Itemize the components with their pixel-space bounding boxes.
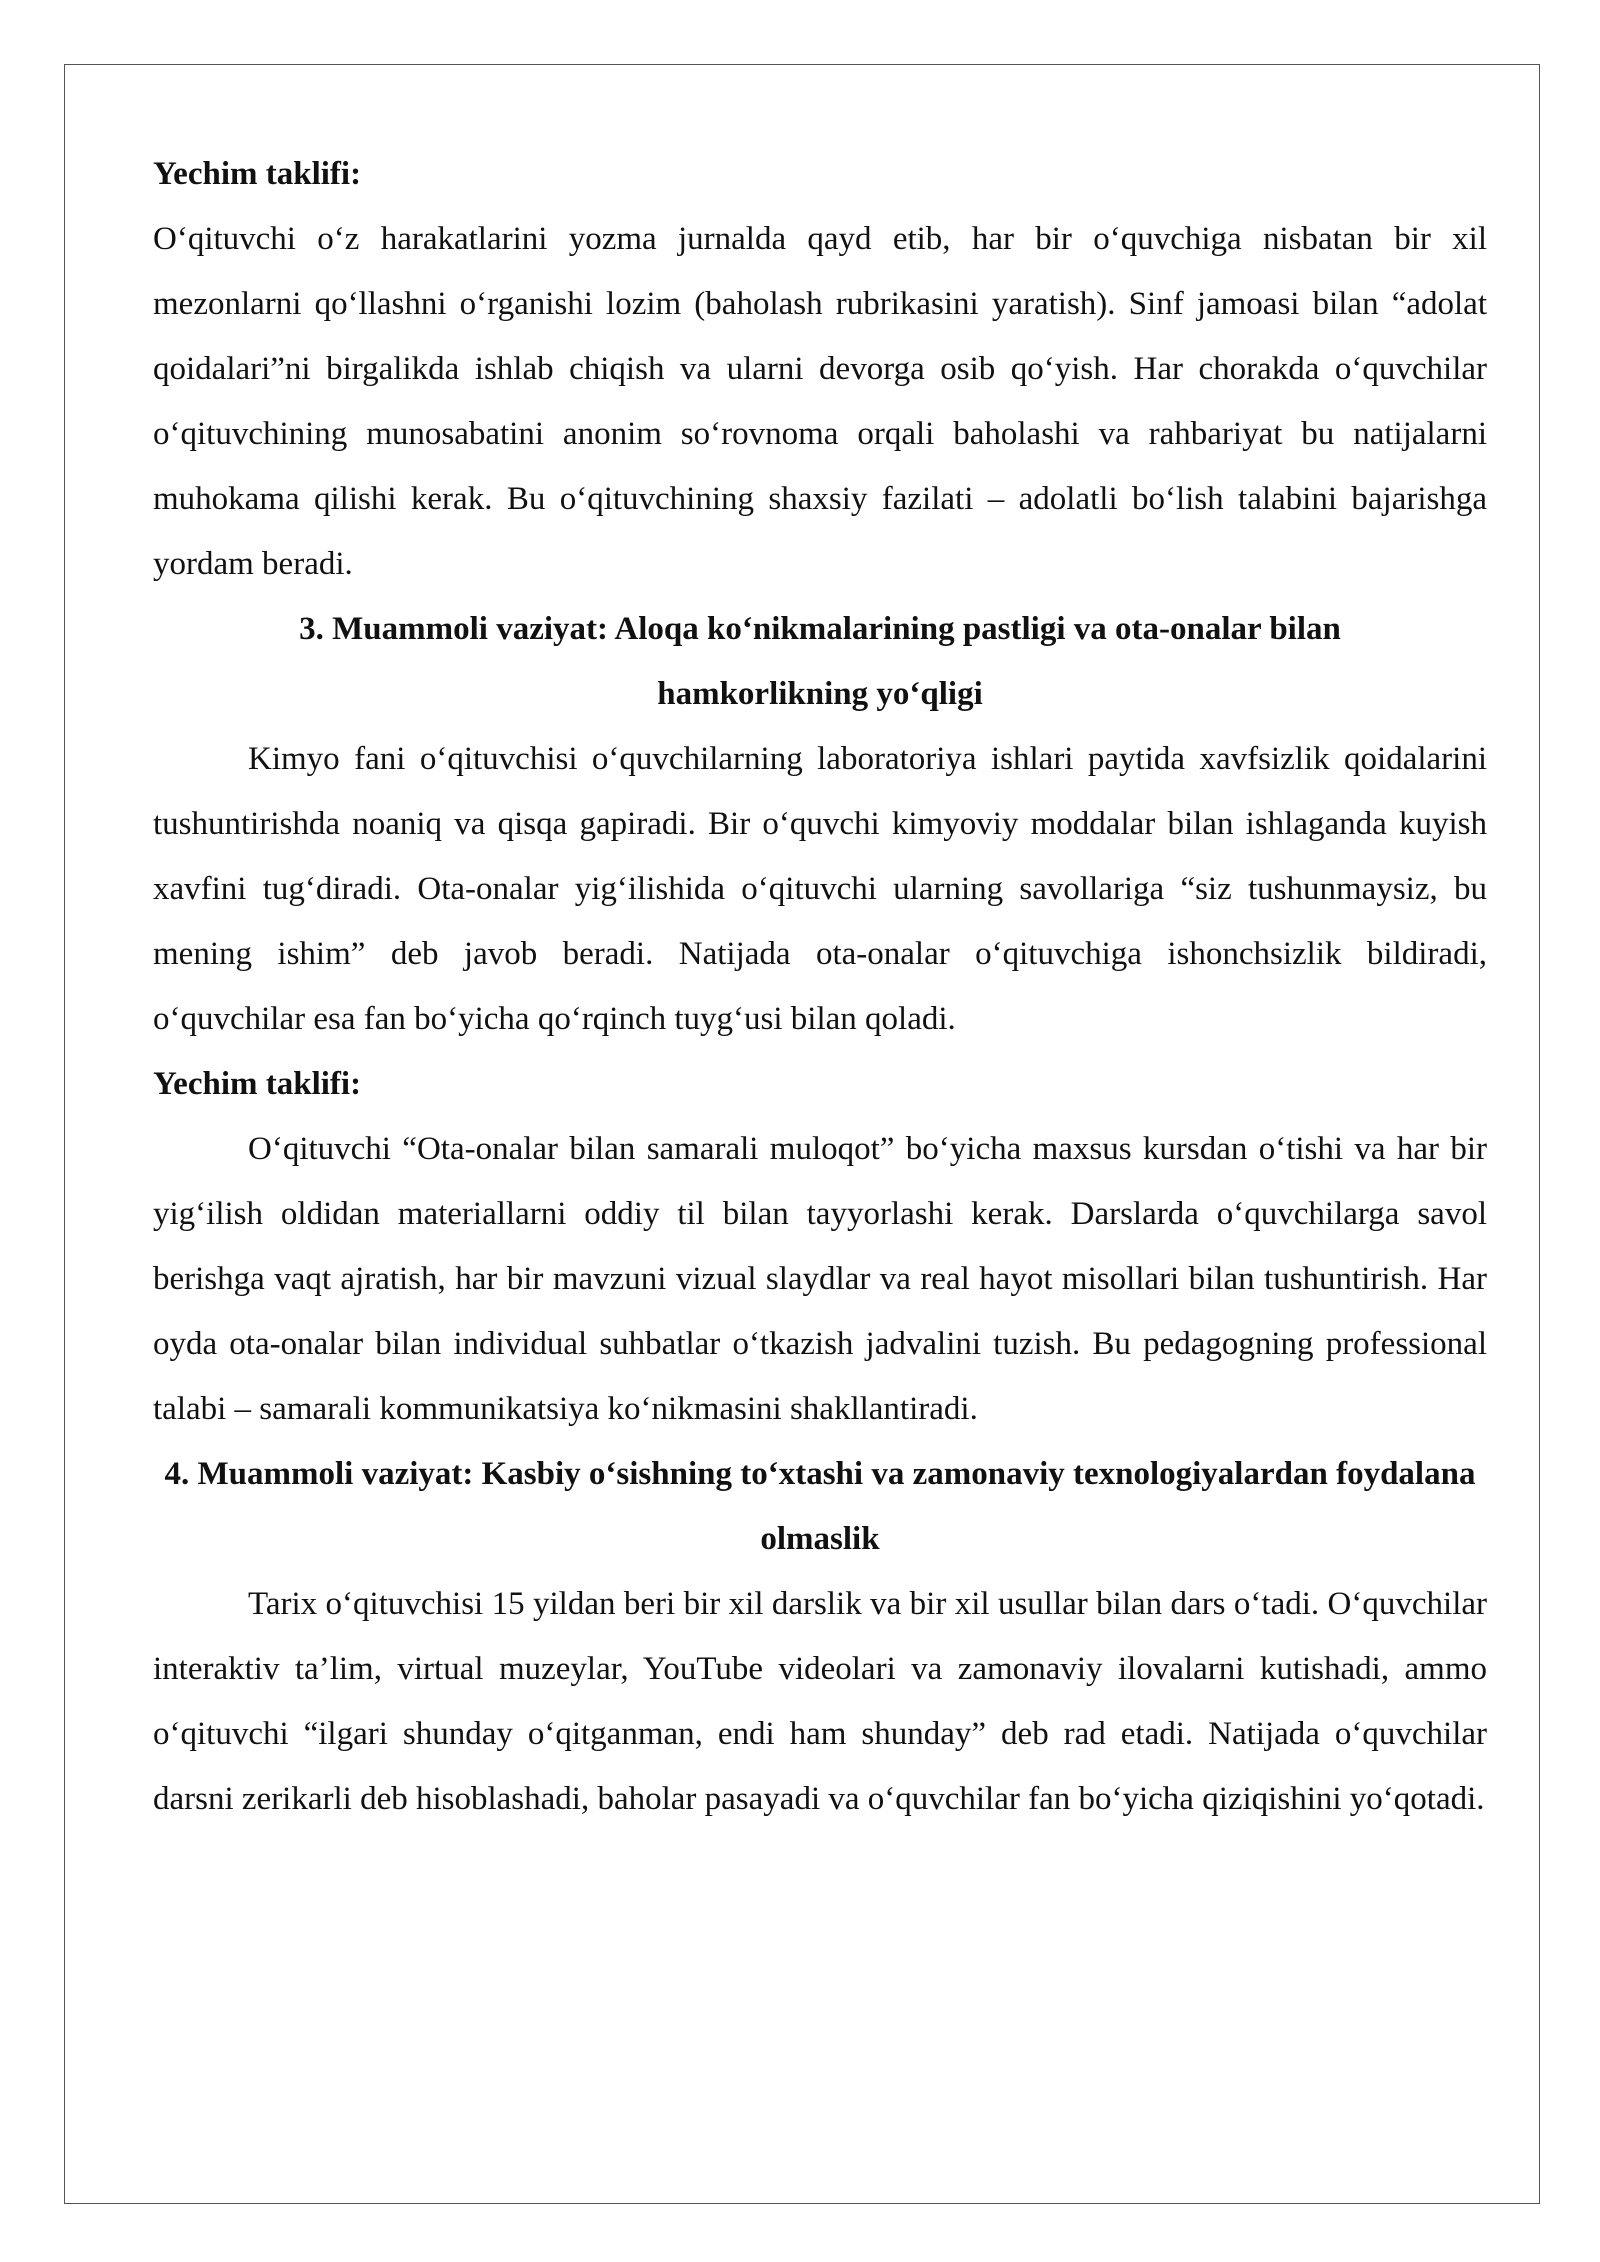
solution-text-1: O‘qituvchi o‘z harakatlarini yozma jurnalda qayd etib, har bir o‘quvchiga nisbatan bir xil mezonlarni qo‘llashni o‘rganishi lozim (baholash rubrikasini yaratish). Sinf jamoasi bilan “adolat qoidalari”ni birgalikda ishlab chiqish va ularni devorga osib qo‘yish. Har chorakda o‘quvchilar o‘qituvchining munosabatini anonim so‘rovnoma orqali baholashi va rahbariyat bu natijalarni muhokama qilishi kerak. Bu o‘qituvchining shaxsiy fazilati – adolatli bo‘lish talabini bajarishga yordam beradi. bbox=[153, 221, 1487, 582]
section-heading-4: 4. Muammoli vaziyat: Kasbiy o‘sishning to‘xtashi va zamonaviy texnologiyalardan foydalana olmaslik bbox=[164, 1456, 1476, 1557]
section-heading-3: 3. Muammoli vaziyat: Aloqa ko‘nikmalarining pastligi va ota-onalar bilan hamkorlikning yo‘qligi bbox=[299, 611, 1341, 712]
document-body bbox=[153, 142, 1487, 1832]
situation-text-3: Kimyo fani o‘qituvchisi o‘quvchilarning laboratoriya ishlari paytida xavfsizlik qoidalarini tushuntirishda noaniq va qisqa gapiradi. Bir o‘quvchi kimyoviy moddalar bilan ishlaganda kuyish xavfini tug‘diradi. Ota-onalar yig‘ilishida o‘qituvchi ularning savollariga “siz tushunmaysiz, bu mening ishim” deb javob beradi. Natijada ota-onalar o‘qituvchiga ishonchsizlik bildiradi, o‘quvchilar esa fan bo‘yicha qo‘rqinch tuyg‘usi bilan qoladi. bbox=[153, 741, 1487, 1037]
solution-label-2: Yechim taklifi: bbox=[153, 1066, 362, 1102]
solution-text-2: O‘qituvchi “Ota-onalar bilan samarali muloqot” bo‘yicha maxsus kursdan o‘tishi va har bir yig‘ilish oldidan materiallarni oddiy til bilan tayyorlashi kerak. Darslarda o‘quvchilarga savol berishga vaqt ajratish, har bir mavzuni vizual slaydlar va real hayot misollari bilan tushuntirish. Har oyda ota-onalar bilan individual suhbatlar o‘tkazish jadvalini tuzish. Bu pedagogning professional talabi – samarali kommunikatsiya ko‘nikmasini shakllantiradi. bbox=[153, 1131, 1487, 1427]
solution-label-1: Yechim taklifi: bbox=[153, 156, 362, 192]
situation-text-4: Tarix o‘qituvchisi 15 yildan beri bir xil darslik va bir xil usullar bilan dars o‘tadi. O‘quvchilar interaktiv ta’lim, virtual muzeylar, YouTube videolari va zamonaviy ilovalarni kutishadi, ammo o‘qituvchi “ilgari shunday o‘qitganman, endi ham shunday” deb rad etadi. Natijada o‘quvchilar darsni zerikarli deb hisoblashadi, baholar pasayadi va o‘quvchilar fan bo‘yicha qiziqishini yo‘qotadi. bbox=[153, 1586, 1487, 1817]
